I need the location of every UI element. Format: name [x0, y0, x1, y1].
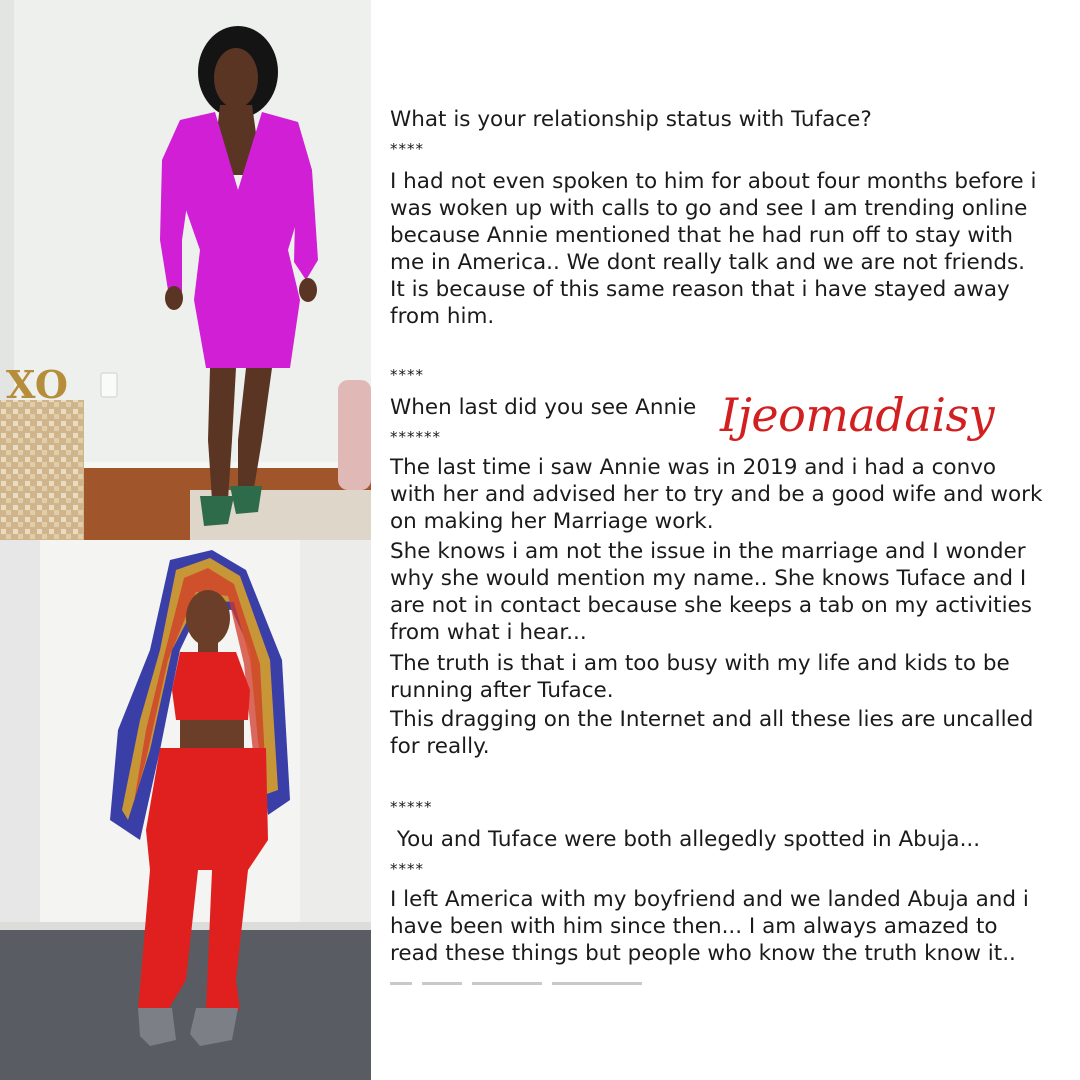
answer-2-paragraph-4: This dragging on the Internet and all these lies are uncalled for really.	[390, 707, 1034, 759]
answer-3: I left America with my boyfriend and we landed Abuja and i have been with him since then... I am always amazed to read these things but people who know the truth know it..	[390, 887, 1029, 966]
answer-2-paragraph-3: The truth is that i am too busy with my life and kids to be running after Tuface.	[390, 651, 1010, 703]
question-1: What is your relationship status with Tuface?	[390, 107, 872, 132]
separator: *****	[390, 798, 433, 816]
separator: ****	[390, 366, 424, 384]
separator: ****	[390, 140, 424, 158]
photo-woman-magenta-dress	[0, 0, 371, 540]
xo-decor: XO	[6, 362, 68, 407]
photo-woman-red-tracksuit	[0, 540, 371, 1080]
question-3: You and Tuface were both allegedly spotted in Abuja...	[390, 827, 981, 852]
answer-2-paragraph-1: The last time i saw Annie was in 2019 and i had a convo with her and advised her to try and be a good wife and work on making her Marriage work.	[390, 455, 1043, 534]
answer-2-paragraph-2: She knows i am not the issue in the marriage and I wonder why she would mention my name.. She knows Tuface and I are not in contact because she keeps a tab on my activities from what i hear...	[390, 539, 1032, 645]
question-2: When last did you see Annie	[390, 395, 697, 420]
answer-1: I had not even spoken to him for about four months before i was woken up with calls to go and see I am trending online because Annie mentioned that he had run off to stay with me in America.. We dont really talk and we are not friends. It is because of this same reason that i have stayed away from him.	[390, 169, 1037, 329]
separator: ****	[390, 860, 424, 878]
cut-off-text-line	[390, 982, 670, 988]
separator: ******	[390, 428, 441, 446]
watermark: Ijeomadaisy	[720, 388, 995, 442]
